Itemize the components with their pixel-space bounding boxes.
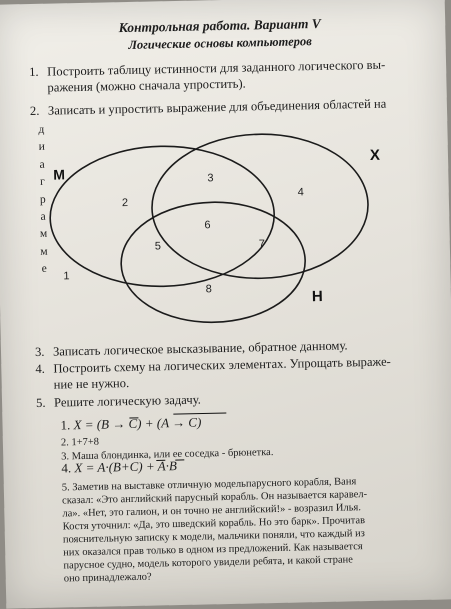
task-text: Записать логическое высказывание, обратное данному. xyxy=(53,338,348,358)
problem-line: пояснительную записку к модели, мальчики поняли, что каждый из xyxy=(63,527,365,546)
region-label: 6 xyxy=(204,219,210,231)
region-label: 3 xyxy=(207,172,213,184)
task-text: Записать и упростить выражение для объединения областей на xyxy=(48,97,387,118)
problem-line: оно принадлежало? xyxy=(64,571,152,586)
region-label: 1 xyxy=(63,270,69,282)
region-label: 5 xyxy=(155,240,161,252)
letter: е xyxy=(37,261,51,279)
task-text: Построить схему на логических элементах. Упрощать выраже- xyxy=(53,355,391,376)
problem-line: Костя уточнил: «Да, это шведский корабль. Но это барк». Прочитав xyxy=(63,514,366,533)
problem-line: 5. Заметив на выставке отличную модельпарусного корабля, Ваня xyxy=(62,475,357,494)
problem-line: ла». «Нет, это галион, и он точно не английский!» - возразил Илья. xyxy=(62,501,361,520)
letter: м xyxy=(37,243,51,261)
set-label-m: M xyxy=(53,166,65,182)
letter: а xyxy=(36,209,50,227)
page-title: Контрольная работа. Вариант V xyxy=(0,13,445,38)
problem-line: сказал: «Это английский парусный корабль. Он называется каравел- xyxy=(62,488,367,507)
page-subtitle: Логические основы компьютеров xyxy=(0,31,446,55)
item-number: 1. xyxy=(60,417,70,432)
task-text: Решите логическую задачу. xyxy=(54,393,201,410)
letter: и xyxy=(35,139,49,157)
letter: р xyxy=(36,191,50,209)
task-text-cont: ние не нужно. xyxy=(54,376,130,392)
variant-item-2: 2. 1+7+8 xyxy=(61,436,99,450)
letter: м xyxy=(36,226,50,244)
region-label: 8 xyxy=(206,283,212,295)
problem-line: парусное судно, модель которого увидели ребята, и какой стране xyxy=(63,553,353,572)
formula-4: X = A·(B+C) + A·B xyxy=(74,458,177,475)
task-number: 3. xyxy=(35,344,53,360)
variant-item-3: 3. Маша блондинка, или ее соседка - брюнетка. xyxy=(61,446,273,463)
letter: г xyxy=(35,174,49,192)
task-number: 4. xyxy=(35,361,53,377)
item-number: 4. xyxy=(61,460,71,475)
task-number: 2. xyxy=(30,103,48,119)
letter: а xyxy=(35,156,49,174)
problem-line: них оказался прав только в одном из предложений. Как называется xyxy=(63,540,363,559)
set-label-x: X xyxy=(370,147,380,164)
task-text: Построить таблицу истинности для заданного логического вы- xyxy=(47,58,385,79)
task-number: 5. xyxy=(36,395,54,411)
formula-1: X = (B → C) + (A → C) xyxy=(73,415,201,433)
letter: д xyxy=(34,122,48,140)
task-text-cont: ражения (можно сначала упростить). xyxy=(47,77,246,95)
region-label: 2 xyxy=(122,197,128,209)
variant-formula-4 xyxy=(61,458,177,476)
region-label: 7 xyxy=(259,238,265,250)
task-number: 1. xyxy=(29,64,47,80)
region-label: 4 xyxy=(298,186,304,198)
overline-a-c xyxy=(173,413,226,414)
set-label-h: H xyxy=(312,288,323,305)
